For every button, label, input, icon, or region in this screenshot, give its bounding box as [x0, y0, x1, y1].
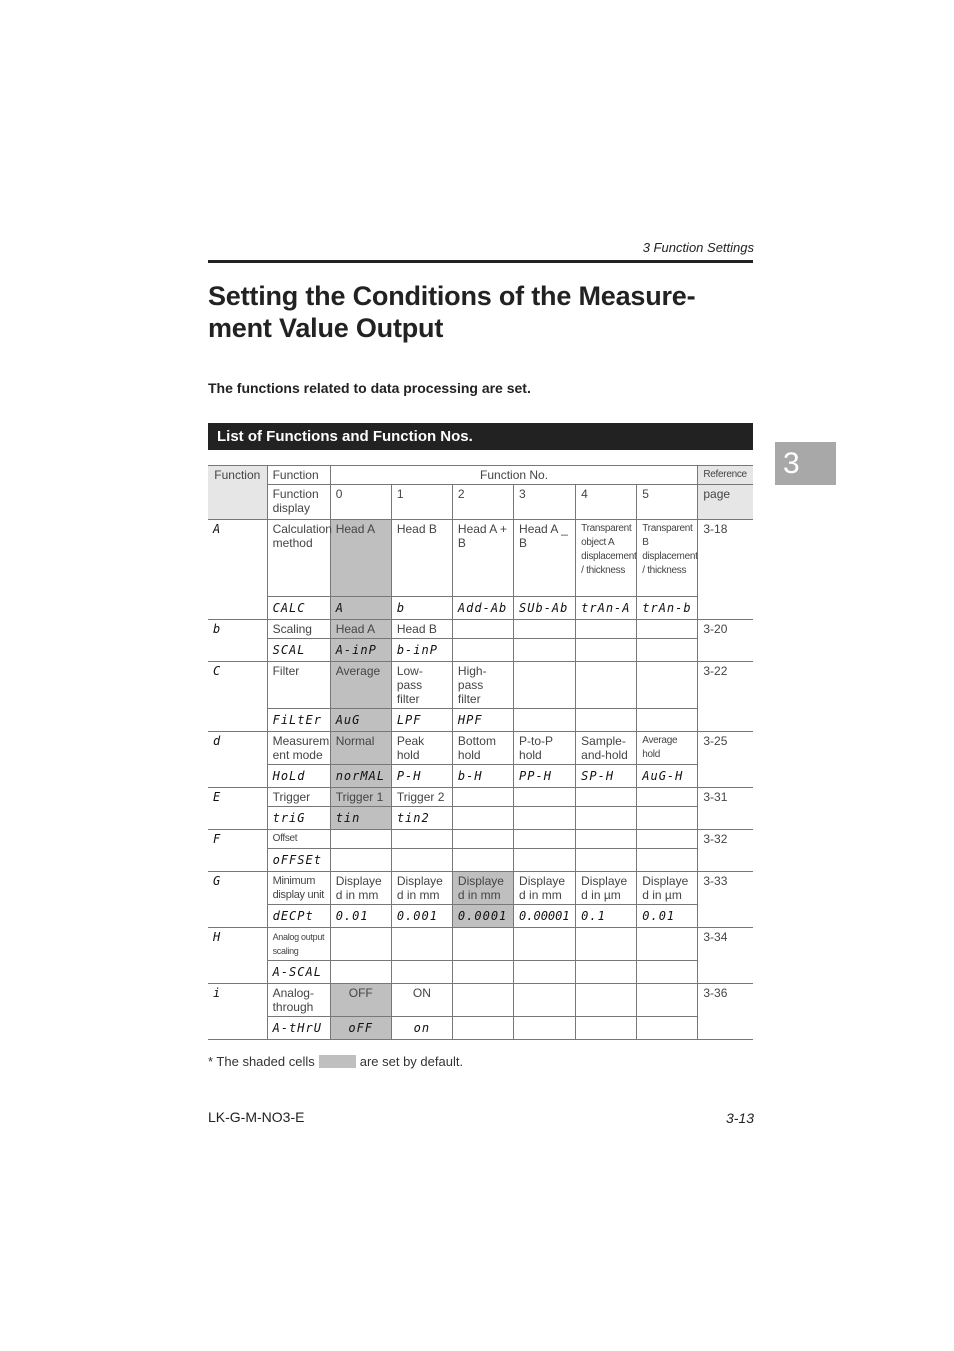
- display-option: [330, 849, 391, 872]
- document-code: LK-G-M-NO3-E: [208, 1109, 305, 1125]
- section-heading: List of Functions and Function Nos.: [208, 423, 753, 450]
- option-cell: Bottom hold: [452, 732, 513, 765]
- display-option: 0.0001: [452, 905, 513, 928]
- display-row-h: [208, 961, 753, 984]
- option-cell: [514, 620, 576, 639]
- function-name: Analog-through: [267, 984, 330, 1017]
- option-cell: OFF: [330, 984, 391, 1017]
- header-page: page: [698, 485, 753, 520]
- display-option: AuG: [330, 709, 391, 732]
- option-cell: [576, 984, 637, 1017]
- display-option: Add-Ab: [452, 597, 513, 620]
- option-cell: [452, 788, 513, 807]
- option-cell: Displaye d in mm: [514, 872, 576, 905]
- option-cell: Normal: [330, 732, 391, 765]
- function-code: H: [208, 928, 267, 984]
- option-cell: [452, 620, 513, 639]
- display-option: [452, 807, 513, 830]
- function-code: b: [208, 620, 267, 662]
- option-cell: Head A + B: [452, 520, 513, 597]
- option-cell: [330, 928, 391, 961]
- display-option: [576, 961, 637, 984]
- lead-text: The functions related to data processing are set.: [208, 380, 531, 396]
- footnote-text-after: are set by default.: [359, 1054, 464, 1069]
- display-row-i: [208, 1017, 753, 1040]
- option-cell: [637, 984, 698, 1017]
- display-option: [330, 961, 391, 984]
- display-row-f: [208, 849, 753, 872]
- function-row-a: [208, 520, 753, 597]
- display-option: [637, 961, 698, 984]
- display-option: norMAL: [330, 765, 391, 788]
- function-name: Measurem ent mode: [267, 732, 330, 765]
- function-name: Trigger: [267, 788, 330, 807]
- option-cell: High-pass filter: [452, 662, 513, 709]
- function-name: Scaling: [267, 620, 330, 639]
- header-function-name: Function: [267, 466, 330, 485]
- function-display: oFFSEt: [267, 849, 330, 872]
- option-cell: [514, 984, 576, 1017]
- function-name: Analog output scaling: [267, 928, 330, 961]
- option-cell: Displaye d in mm: [452, 872, 513, 905]
- display-option: [452, 961, 513, 984]
- display-option: [514, 709, 576, 732]
- display-option: oFF: [330, 1017, 391, 1040]
- reference-page: 3-34: [698, 928, 753, 984]
- function-table: [208, 465, 753, 1040]
- display-option: [637, 807, 698, 830]
- header-no-5: 5: [637, 485, 698, 520]
- option-cell: [514, 662, 576, 709]
- display-option: [452, 1017, 513, 1040]
- function-row-g: [208, 872, 753, 905]
- display-option: [576, 807, 637, 830]
- display-option: b-H: [452, 765, 513, 788]
- display-option: [391, 961, 452, 984]
- option-cell: [637, 662, 698, 709]
- option-cell: [452, 830, 513, 849]
- option-cell: [514, 830, 576, 849]
- option-cell: Transparent B displacement / thickness: [637, 520, 698, 597]
- display-option: A: [330, 597, 391, 620]
- function-code: A: [208, 520, 267, 620]
- option-cell: Head A _ B: [514, 520, 576, 597]
- option-cell: Trigger 1: [330, 788, 391, 807]
- page-number: 3-13: [725, 1110, 754, 1126]
- display-row-g: [208, 905, 753, 928]
- display-row-a: [208, 597, 753, 620]
- option-cell: [514, 928, 576, 961]
- function-row-h: [208, 928, 753, 961]
- header-function-no: Function No.: [330, 466, 698, 485]
- display-option: AuG-H: [637, 765, 698, 788]
- option-cell: Head A: [330, 520, 391, 597]
- display-option: LPF: [391, 709, 452, 732]
- option-cell: [637, 620, 698, 639]
- header-reference: Reference: [698, 466, 753, 485]
- function-row-c: [208, 662, 753, 709]
- function-code: C: [208, 662, 267, 732]
- display-option: HPF: [452, 709, 513, 732]
- reference-page: 3-33: [698, 872, 753, 928]
- option-cell: [391, 928, 452, 961]
- display-option: trAn-b: [637, 597, 698, 620]
- option-cell: Displaye d in µm: [576, 872, 637, 905]
- header-no-1: 1: [391, 485, 452, 520]
- option-cell: [576, 788, 637, 807]
- option-cell: ON: [391, 984, 452, 1017]
- option-cell: [452, 928, 513, 961]
- display-option: [514, 1017, 576, 1040]
- function-code: G: [208, 872, 267, 928]
- display-option: b: [391, 597, 452, 620]
- display-option: [576, 849, 637, 872]
- option-cell: P-to-P hold: [514, 732, 576, 765]
- option-cell: Trigger 2: [391, 788, 452, 807]
- display-option: [514, 849, 576, 872]
- display-option: SP-H: [576, 765, 637, 788]
- display-option: [514, 961, 576, 984]
- option-cell: Head B: [391, 620, 452, 639]
- display-option: P-H: [391, 765, 452, 788]
- function-row-b: [208, 620, 753, 639]
- display-option: [391, 849, 452, 872]
- display-option: tin2: [391, 807, 452, 830]
- display-option: A-inP: [330, 639, 391, 662]
- option-cell: [637, 788, 698, 807]
- function-code: i: [208, 984, 267, 1040]
- option-cell: Head A: [330, 620, 391, 639]
- display-option: [576, 709, 637, 732]
- header-row-1: [208, 466, 753, 485]
- display-option: 0.1: [576, 905, 637, 928]
- option-cell: Transparent object A displacement / thickness: [576, 520, 637, 597]
- function-name: Filter: [267, 662, 330, 709]
- function-row-e: [208, 788, 753, 807]
- page-title: Setting the Conditions of the Measure-ment Value Output: [208, 281, 696, 343]
- option-cell: [576, 830, 637, 849]
- shaded-swatch: [319, 1055, 356, 1068]
- function-row-d: [208, 732, 753, 765]
- option-cell: [637, 928, 698, 961]
- display-option: PP-H: [514, 765, 576, 788]
- function-name: Offset: [267, 830, 330, 849]
- reference-page: 3-20: [698, 620, 753, 662]
- function-name: Minimum display unit: [267, 872, 330, 905]
- reference-page: 3-25: [698, 732, 753, 788]
- display-row-c: [208, 709, 753, 732]
- reference-page: 3-36: [698, 984, 753, 1040]
- display-option: [452, 639, 513, 662]
- function-display: HoLd: [267, 765, 330, 788]
- option-cell: Head B: [391, 520, 452, 597]
- reference-page: 3-32: [698, 830, 753, 872]
- display-option: [637, 849, 698, 872]
- display-option: [637, 709, 698, 732]
- display-row-b: [208, 639, 753, 662]
- header-no-3: 3: [514, 485, 576, 520]
- top-rule: [208, 260, 753, 263]
- reference-page: 3-18: [698, 520, 753, 620]
- function-code: F: [208, 830, 267, 872]
- option-cell: Average hold: [637, 732, 698, 765]
- header-row-2: [208, 485, 753, 520]
- option-cell: [514, 788, 576, 807]
- display-option: tin: [330, 807, 391, 830]
- reference-page: 3-22: [698, 662, 753, 732]
- display-row-d: [208, 765, 753, 788]
- display-option: 0.01: [330, 905, 391, 928]
- display-option: b-inP: [391, 639, 452, 662]
- display-option: SUb-Ab: [514, 597, 576, 620]
- function-display: triG: [267, 807, 330, 830]
- display-option: trAn-A: [576, 597, 637, 620]
- option-cell: [576, 928, 637, 961]
- option-cell: [637, 830, 698, 849]
- function-display: SCAL: [267, 639, 330, 662]
- display-option: [514, 807, 576, 830]
- option-cell: Displaye d in mm: [391, 872, 452, 905]
- header-no-4: 4: [576, 485, 637, 520]
- function-code: E: [208, 788, 267, 830]
- option-cell: Displaye d in mm: [330, 872, 391, 905]
- display-option: on: [391, 1017, 452, 1040]
- display-option: [637, 639, 698, 662]
- display-option: 0.01: [637, 905, 698, 928]
- option-cell: [391, 830, 452, 849]
- display-option: [452, 849, 513, 872]
- footnote: [208, 1054, 463, 1069]
- display-option: 0.001: [391, 905, 452, 928]
- header-function: Function: [208, 466, 267, 520]
- display-option: [576, 1017, 637, 1040]
- header-no-0: 0: [330, 485, 391, 520]
- option-cell: Low-pass filter: [391, 662, 452, 709]
- running-head: 3 Function Settings: [642, 240, 754, 255]
- footnote-text-before: * The shaded cells: [208, 1054, 315, 1069]
- header-no-2: 2: [452, 485, 513, 520]
- function-row-i: [208, 984, 753, 1017]
- display-option: [514, 639, 576, 662]
- function-name: Calculation method: [267, 520, 330, 597]
- option-cell: Average: [330, 662, 391, 709]
- option-cell: Sample-and-hold: [576, 732, 637, 765]
- chapter-tab: 3: [775, 442, 836, 485]
- display-option: 0.00001: [514, 905, 576, 928]
- reference-page: 3-31: [698, 788, 753, 830]
- option-cell: Displaye d in µm: [637, 872, 698, 905]
- option-cell: [576, 620, 637, 639]
- display-option: [637, 1017, 698, 1040]
- function-code: d: [208, 732, 267, 788]
- option-cell: [452, 984, 513, 1017]
- function-display: CALC: [267, 597, 330, 620]
- display-row-e: [208, 807, 753, 830]
- display-option: [576, 639, 637, 662]
- option-cell: Peak hold: [391, 732, 452, 765]
- function-row-f: [208, 830, 753, 849]
- option-cell: [576, 662, 637, 709]
- function-display: A-tHrU: [267, 1017, 330, 1040]
- option-cell: [330, 830, 391, 849]
- function-display: dECPt: [267, 905, 330, 928]
- function-display: A-SCAL: [267, 961, 330, 984]
- header-function-display: Function display: [267, 485, 330, 520]
- function-display: FiLtEr: [267, 709, 330, 732]
